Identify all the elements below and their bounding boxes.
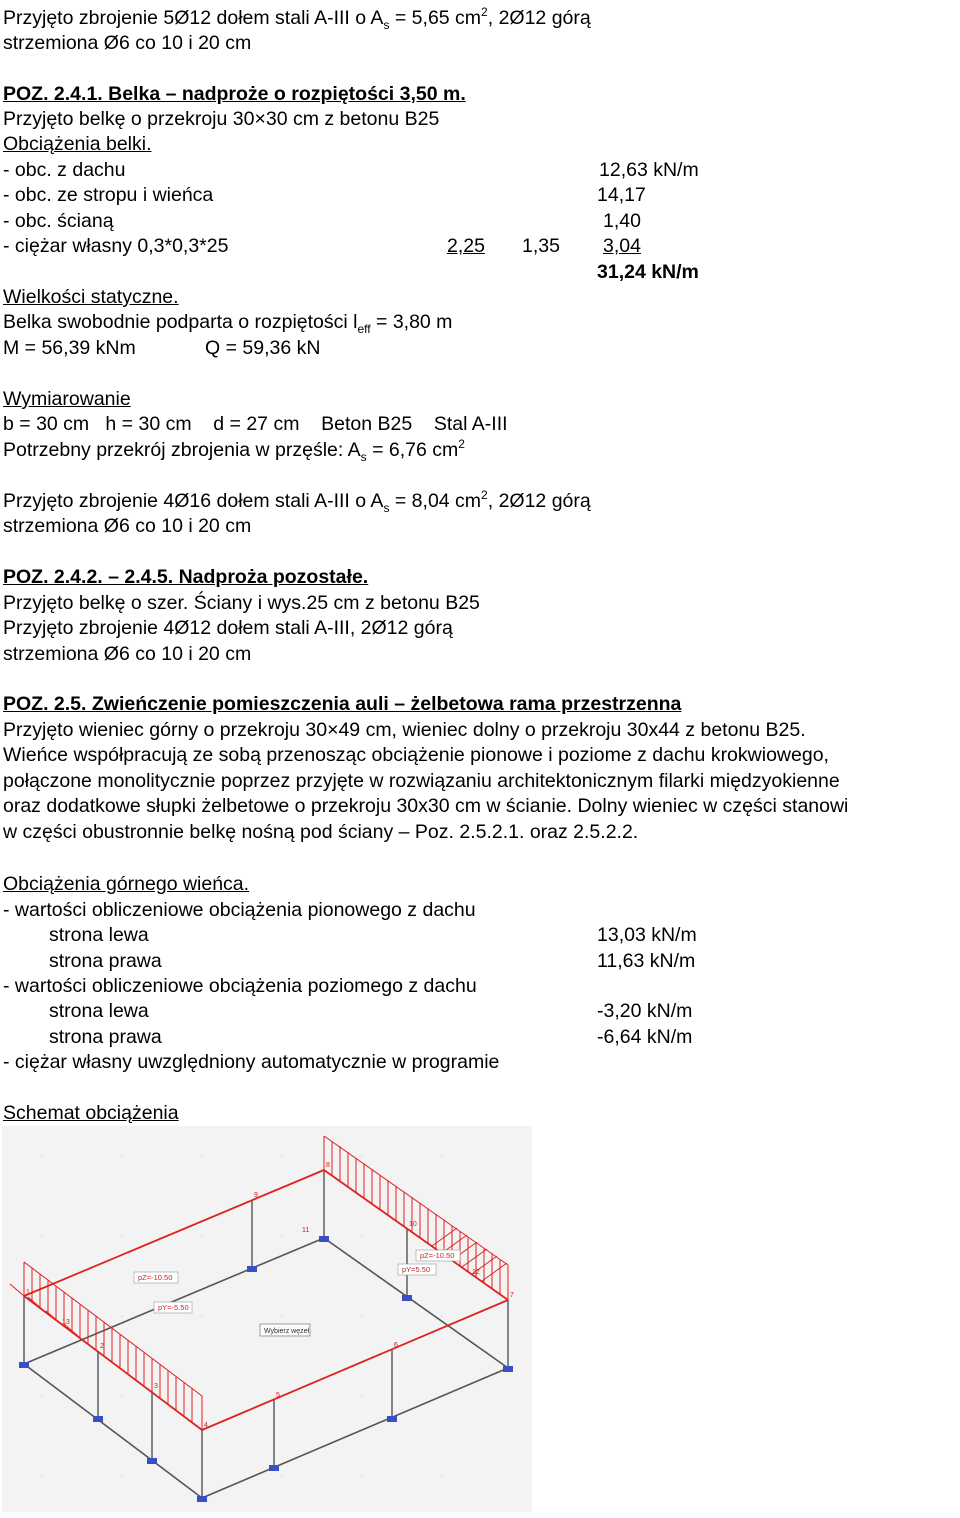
svg-text:8: 8: [326, 1162, 330, 1169]
vertical-load-line: - wartości obliczeniowe obciążenia pionowego z dachu: [3, 899, 476, 921]
dimensioning-params: b = 30 cm h = 30 cm d = 27 cm Beton B25 Stal A-III: [3, 413, 508, 435]
svg-text:1: 1: [26, 1289, 30, 1296]
svg-text:Wybierz węzeł: Wybierz węzeł: [264, 1328, 310, 1335]
svg-text:pY=-5.50: pY=-5.50: [158, 1303, 189, 1312]
load-scheme-figure: [2, 1126, 532, 1512]
paragraph-line: Wieńce współpracują ze sobą przenosząc obciążenie pionowe i poziome z dachu krokwiowego,: [3, 744, 829, 766]
lintel-line: strzemiona Ø6 co 10 i 20 cm: [3, 643, 252, 665]
section-heading-2-4-2: POZ. 2.4.2. – 2.4.5. Nadproża pozostałe.: [3, 566, 369, 588]
section-heading-2-4-1: POZ. 2.4.1. Belka – nadproże o rozpiętości 3,50 m.: [3, 83, 466, 105]
svg-text:pZ=-10.50: pZ=-10.50: [420, 1251, 455, 1260]
horizontal-left-value: -3,20 kN/m: [597, 1000, 693, 1022]
svg-text:11: 11: [302, 1227, 310, 1234]
svg-text:3: 3: [154, 1383, 158, 1390]
self-weight-line: - ciężar własny uwzględniony automatycznie w programie: [3, 1051, 500, 1073]
reinforcement-line: Przyjęto zbrojenie 5Ø12 dołem stali A-III o $A_s = 5,65$ $cm^2$, 2Ø12 górą: [3, 5, 591, 32]
load-label: - obc. z dachu: [3, 159, 126, 181]
svg-text:6: 6: [394, 1342, 398, 1349]
beam-section-line: Przyjęto belkę o przekroju 30×30 cm z betonu B25: [3, 108, 440, 130]
load-scheme-title: Schemat obciążenia: [3, 1102, 179, 1124]
shear-value: Q = 59,36 kN: [205, 337, 321, 359]
horizontal-right-label: strona prawa: [49, 1026, 162, 1048]
span-line: Belka swobodnie podparta o rozpiętości $l_{eff} = 3,80$ m: [3, 311, 453, 336]
svg-text:12: 12: [472, 1269, 480, 1276]
svg-text:10: 10: [409, 1221, 417, 1228]
paragraph-line: Przyjęto wieniec górny o przekroju 30×49 cm, wieniec dolny o przekroju 30x44 z betonu B25.: [3, 719, 806, 741]
vertical-left-value: 13,03 kN/m: [597, 924, 697, 946]
vertical-right-label: strona prawa: [49, 950, 162, 972]
svg-text:4: 4: [204, 1422, 208, 1429]
dimensioning-title: Wymiarowanie: [3, 388, 131, 410]
upper-ring-loads-title: Obciążenia górnego wieńca.: [3, 873, 250, 895]
load-label: - obc. ścianą: [3, 210, 114, 232]
moment-value: M = 56,39 kNm: [3, 337, 136, 359]
paragraph-line: połączone monolitycznie poprzez przyjęte w rozwiązaniu architektonicznym filarki międzyokienne: [3, 770, 840, 792]
stirrups-line: strzemiona Ø6 co 10 i 20 cm: [3, 515, 252, 537]
frame-3d-diagram: [2, 1126, 532, 1512]
required-reinforcement: Potrzebny przekrój zbrojenia w przęśle: $A_s = 6,76$ $cm^2$: [3, 437, 465, 464]
load-value: 3,04: [603, 235, 641, 257]
horizontal-left-label: strona lewa: [49, 1000, 149, 1022]
svg-text:pY=5.50: pY=5.50: [402, 1265, 431, 1274]
load-factor-char: 2,25: [447, 235, 485, 257]
svg-text:13: 13: [62, 1319, 70, 1326]
load-safety-factor: 1,35: [522, 235, 560, 257]
svg-text:5: 5: [276, 1392, 280, 1399]
svg-text:2: 2: [100, 1343, 104, 1350]
lintel-line: Przyjęto belkę o szer. Ściany i wys.25 cm z betonu B25: [3, 592, 480, 614]
svg-text:7: 7: [510, 1292, 514, 1299]
static-title: Wielkości statyczne.: [3, 286, 179, 308]
load-value: 14,17: [597, 184, 646, 206]
load-label: - obc. ze stropu i wieńca: [3, 184, 214, 206]
lintel-line: Przyjęto zbrojenie 4Ø12 dołem stali A-III, 2Ø12 górą: [3, 617, 453, 639]
load-value: 12,63 kN/m: [599, 159, 699, 181]
select-node-button[interactable]: [260, 1324, 310, 1336]
load-total: 31,24 kN/m: [597, 261, 699, 283]
vertical-right-value: 11,63 kN/m: [597, 950, 696, 972]
svg-text:9: 9: [254, 1192, 258, 1199]
adopted-reinforcement: Przyjęto zbrojenie 4Ø16 dołem stali A-III o $A_s = 8,04$ $cm^2$, 2Ø12 górą: [3, 488, 591, 515]
load-label: - ciężar własny 0,3*0,3*25: [3, 235, 229, 257]
stirrups-line: strzemiona Ø6 co 10 i 20 cm: [3, 32, 252, 54]
vertical-left-label: strona lewa: [49, 924, 149, 946]
horizontal-load-line: - wartości obliczeniowe obciążenia poziomego z dachu: [3, 975, 477, 997]
horizontal-right-value: -6,64 kN/m: [597, 1026, 693, 1048]
section-heading-2-5: POZ. 2.5. Zwieńczenie pomieszczenia auli – żelbetowa rama przestrzenna: [3, 693, 682, 715]
svg-text:pZ=-10.50: pZ=-10.50: [138, 1273, 173, 1282]
loads-title: Obciążenia belki.: [3, 133, 152, 155]
load-value: 1,40: [603, 210, 641, 232]
paragraph-line: w części obustronnie belkę nośną pod ściany – Poz. 2.5.2.1. oraz 2.5.2.2.: [3, 821, 639, 843]
paragraph-line: oraz dodatkowe słupki żelbetowe o przekroju 30x30 cm w ścianie. Dolny wieniec w części stanowi: [3, 795, 849, 817]
